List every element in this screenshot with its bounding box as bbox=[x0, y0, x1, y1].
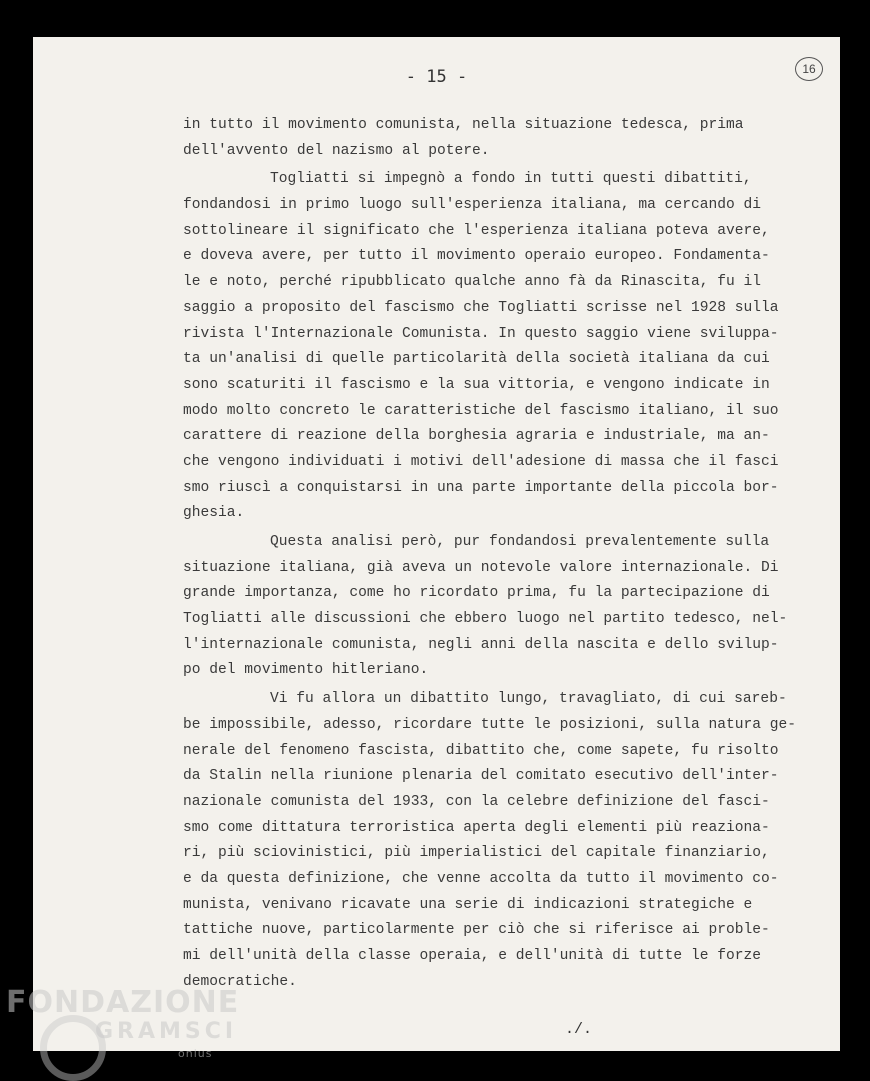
text-line: ri, più sciovinistici, più imperialistici del capitale finanziario, bbox=[183, 845, 770, 862]
page-number: - 15 - bbox=[405, 67, 468, 87]
text-line: Questa analisi però, pur fondandosi prevalentemente sulla bbox=[270, 534, 770, 550]
text-line: mi dell'unità della classe operaia, e dell'unità di tutte le forze bbox=[183, 948, 762, 964]
text-line: Togliatti si impegnò a fondo in tutti questi dibattiti, bbox=[270, 171, 752, 188]
text-line: e doveva avere, per tutto il movimento operaio europeo. Fondamenta- bbox=[183, 248, 770, 265]
text-line: e da questa definizione, che venne accolta da tutto il movimento co- bbox=[183, 870, 779, 887]
text-line: sono scaturiti il fascismo e la sua vittoria, e vengono indicate in bbox=[183, 376, 770, 393]
text-line: po del movimento hitleriano. bbox=[183, 662, 429, 679]
text-line: l'internazionale comunista, negli anni della nascita e dello svilup- bbox=[183, 636, 779, 653]
text-line: grande importanza, come ho ricordato prima, fu la partecipazione di bbox=[183, 585, 770, 602]
text-line: tattiche nuove, particolarmente per ciò che si riferisce ai proble- bbox=[183, 922, 770, 939]
text-line: rivista l'Internazionale Comunista. In questo saggio viene sviluppa- bbox=[183, 325, 779, 342]
text-line: ta un'analisi di quelle particolarità della società italiana da cui bbox=[183, 351, 770, 368]
text-line: sottolineare il significato che l'esperienza italiana poteva avere, bbox=[183, 222, 770, 239]
text-line: democratiche. bbox=[183, 973, 297, 990]
text-line: da Stalin nella riunione plenaria del comitato esecutivo dell'inter- bbox=[183, 768, 779, 785]
text-line: in tutto il movimento comunista, nella situazione tedesca, prima bbox=[183, 117, 744, 133]
watermark-line1: FONDAZIONE bbox=[6, 985, 240, 1020]
archive-stamp: 16 bbox=[795, 57, 823, 81]
document-page bbox=[33, 37, 840, 1051]
text-line: che vengono individuati i motivi dell'adesione di massa che il fasci bbox=[183, 453, 779, 470]
watermark-line2: GRAMSCI bbox=[95, 1019, 238, 1044]
text-line: smo come dittatura terroristica aperta degli elementi più reaziona- bbox=[183, 819, 770, 836]
text-line: modo molto concreto le caratteristiche del fascismo italiano, il suo bbox=[183, 402, 779, 419]
text-line: nazionale comunista del 1933, con la celebre definizione del fasci- bbox=[183, 793, 770, 810]
text-line: munista, venivano ricavate una serie di indicazioni strategiche e bbox=[183, 896, 753, 913]
text-line: situazione italiana, già aveva un notevole valore internazionale. Di bbox=[183, 559, 779, 576]
text-line: ghesia. bbox=[183, 505, 245, 522]
text-line: le e noto, perché ripubblicato qualche anno fà da Rinascita, fu il bbox=[183, 274, 762, 291]
text-line: carattere di reazione della borghesia agraria e industriale, ma an- bbox=[183, 428, 770, 445]
text-line: smo riuscì a conquistarsi in una parte importante della piccola bor- bbox=[183, 479, 779, 496]
text-line: dell'avvento del nazismo al potere. bbox=[183, 142, 490, 159]
typed-text-body bbox=[183, 113, 823, 995]
text-line: saggio a proposito del fascismo che Togliatti scrisse nel 1928 sulla bbox=[183, 299, 779, 316]
text-line: fondandosi in primo luogo sull'esperienza italiana, ma cercando di bbox=[183, 197, 762, 214]
text-line: nerale del fenomeno fascista, dibattito che, come sapete, fu risolto bbox=[183, 742, 779, 759]
text-line: Togliatti alle discussioni che ebbero luogo nel partito tedesco, nel- bbox=[183, 611, 788, 628]
watermark-line3: onlus bbox=[178, 1047, 213, 1060]
text-line: Vi fu allora un dibattito lungo, travagliato, di cui sareb- bbox=[270, 691, 787, 708]
text-line: be impossibile, adesso, ricordare tutte le posizioni, sulla natura ge- bbox=[183, 716, 797, 733]
continuation-mark: ./. bbox=[565, 1021, 593, 1038]
